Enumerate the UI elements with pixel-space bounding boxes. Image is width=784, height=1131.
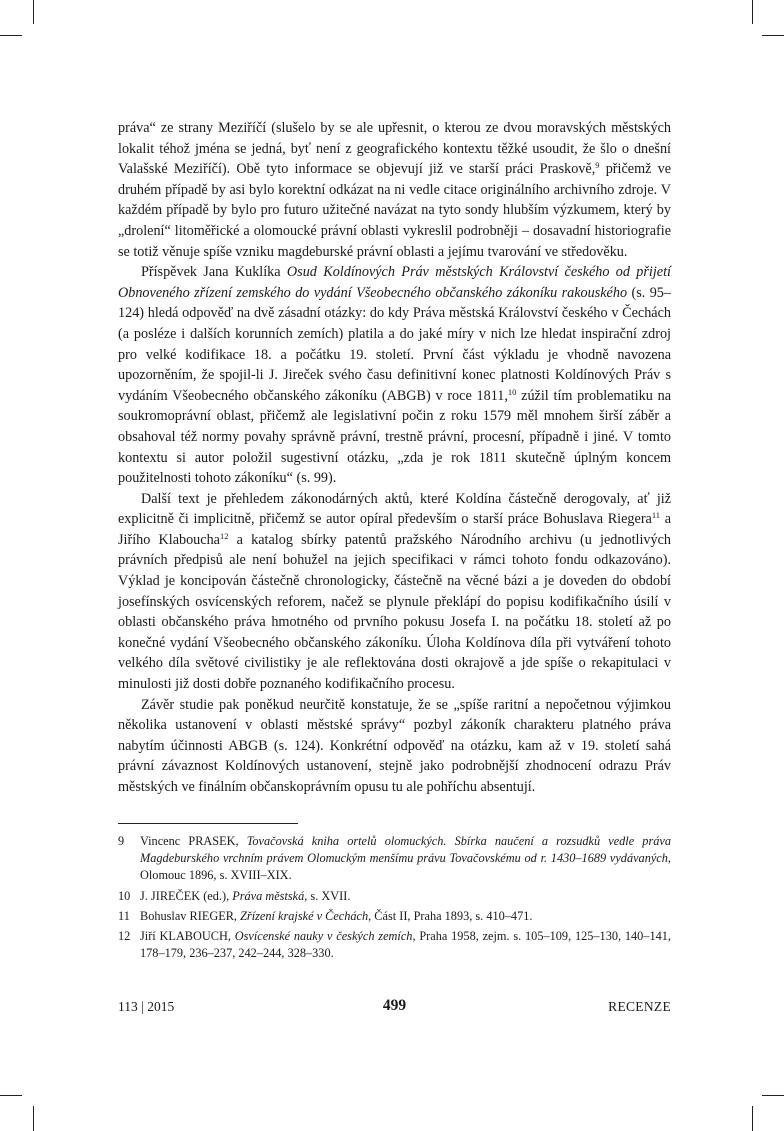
- footnote-item: [118, 908, 671, 925]
- footnote-italic-span: Osvícenské nauky v českých zemích: [234, 929, 413, 944]
- body-paragraph: [118, 489, 671, 695]
- paragraph-text-span: Příspěvek Jana Kuklíka: [141, 264, 287, 281]
- page-footer: [118, 997, 671, 1019]
- footnote-reference: 9: [595, 160, 600, 171]
- footnote-number: 9: [118, 834, 125, 848]
- footnote-text-span: , Část II, Praha 1893, s. 410–471.: [368, 908, 533, 923]
- footnote-number: 10: [118, 888, 131, 903]
- footnote-text-span: , s. XVII.: [304, 888, 351, 903]
- paragraph-text-span: (s. 95–124) hledá odpověď na dvě zásadní otázky: do kdy Práva městská Království českého v Čechách (a posléze i dalších korunních zemích) platila a do jaké míry v nich lze hledat inspirační zdroj pro velké kodifikace 18. a počátku 19. století. První část výkladu je vhodně navozena upozorněním, že spojil-li J. Jireček svého času definitivní konec platnosti Koldínových Práv s vydáním Všeobecného občanského zákoníku (ABGB) v roce 1811,: [118, 284, 671, 404]
- footnote-item: [118, 833, 671, 885]
- paragraph-text-span: přičemž ve druhém případě by asi bylo korektní odkázat na ni vedle citace originálního archivního zdroje. V každém případě by bylo pro futuro užitečné navázat na tyto sondy hlubším výzkumem, který by „drolení“ litoměřické a olomoucké právní oblasti vykreslil podrobněji – dosavadní historiografie se totiž věnuje spíše vzniku magdeburské právní oblasti a jejímu tvarování ve středověku.: [118, 161, 671, 260]
- footnote-number: 12: [118, 929, 131, 944]
- footnote-reference: 11: [651, 510, 661, 521]
- footer-section-label: RECENZE: [608, 999, 671, 1014]
- paragraph-text-span: zúžil tím problematiku na soukromoprávní oblast, přičemž ale legislativní počin z roku 1579 měl mnohem širší záběr a obsahoval též normy povahy správně právní, trestně právní, procesní, případně i jiné. V tomto kontextu si autor položil sugestivní otázku, „zda je rok 1811 skutečně úplným koncem použitelnosti tohoto zákoníku“ (s. 99).: [118, 387, 671, 487]
- crop-mark-top-left: [33, 0, 34, 24]
- crop-mark-top-right: [752, 0, 753, 24]
- footnote-item: [118, 888, 671, 905]
- crop-mark-left-lower: [0, 1095, 22, 1096]
- footnote-reference: 10: [507, 386, 517, 397]
- footnote-text-span: Bohuslav RIEGER,: [140, 908, 241, 923]
- footnote-italic-span: Tovačovská kniha ortelů olomuckých. Sbírka naučení a rozsudků vedle práva Magdeburského vrchním právem Olomuckým menšímu právu Tovačovskému od r. 1430–1689 vydávaných: [140, 834, 671, 866]
- footnote-text: [140, 928, 671, 962]
- crop-mark-bottom-right: [752, 1106, 753, 1131]
- footnote-text: [140, 833, 671, 885]
- body-paragraph: [118, 118, 671, 262]
- paragraph-italic-span: Osud Koldínových Práv městských Království českého od přijetí Obnoveného zřízení zemského do vydání Všeobecného občanského zákoníku rakouského: [118, 264, 671, 301]
- paragraph-text-span: a katalog sbírky patentů pražského Národního archivu (u jednotlivých právních předpisů ale není bohužel na jejich specifikaci v rámci tohoto fondu odkazováno). Výklad je koncipován částečně chronologicky, částečně na věcné bázi a je doveden do období josefínských osvícenských reforem, načež se plynule překlápí do popisu kodifikačního úsilí v oblasti občanského práva hmotného od prvního pokusu Josefa I. na počátku 18. století až po konečné vydání Všeobecného občanského zákoníku. Úloha Koldínova díla při vytváření tohoto velkého díla světové civilistiky je ale reflektována dosti okrajově a jde spíše o rekapitulaci v minulosti již dosti dobře poznaného kodifikačního procesu.: [118, 531, 671, 693]
- footer-issue-year: 113 | 2015: [118, 999, 175, 1014]
- footnote-number: 11: [118, 908, 130, 923]
- body-paragraph: [118, 695, 671, 798]
- footnote-text-span: , Praha 1958, zejm. s. 105–109, 125–130, 140–141, 178–179, 236–237, 242–244, 328–330.: [140, 929, 671, 961]
- footnote-text: [140, 888, 671, 905]
- footnote-italic-span: Zřízení krajské v Čechách: [240, 908, 369, 923]
- footnotes: [118, 833, 671, 965]
- paragraph-text-span: Závěr studie pak poněkud neurčitě konstatuje, že se „spíše raritní a nepočetnou výjimkou několika ustanovení v oblasti městské správy“ pozbyl zákoník charakteru platného práva nabytím účinnosti ABGB (s. 124). Konkrétní odpověď na otázku, kam až v 19. století sahá právní závaznost Koldínových ustanovení, stejně jako podrobnější zhodnocení odrazu Práv městských ve finálním občanskoprávním opusu tu ale pohříchu absentují.: [118, 696, 671, 795]
- crop-mark-bottom-left: [33, 1106, 34, 1131]
- footnote-text-span: Jiří KLABOUCH,: [140, 929, 235, 944]
- paragraph-text-span: a Jiřího Klabouchа: [118, 511, 671, 548]
- paragraph-text-span: práva“ ze strany Meziříčí (slušelo by se ale upřesnit, o kterou ze dvou moravských městských lokalit téhož jména se jedná, byť není z geografického kontextu těžké usoudit, že šlo o dnešní Valašské Meziříčí). Obě tyto informace se objevují již ve starší práci Praskově,: [118, 120, 671, 178]
- crop-mark-right-lower: [762, 1095, 784, 1096]
- page-number: 499: [382, 997, 407, 1014]
- footnote-italic-span: Práva městská: [232, 888, 305, 903]
- paragraph-text-span: Další text je přehledem zákonodárných aktů, které Koldína částečně derogovaly, ať již explicitně či implicitně, přičemž se autor opíral především o starší práce Bohuslava Riegera: [118, 490, 671, 528]
- footnote-item: [118, 928, 671, 962]
- footnote-text-span: Vincenc PRASEK,: [140, 834, 247, 848]
- body-paragraph: [118, 262, 671, 489]
- footnote-text-span: , Olomouc 1896, s. XVIII–XIX.: [140, 851, 671, 883]
- footnote-reference: 12: [219, 530, 229, 541]
- footnote-text: [140, 908, 671, 925]
- body-text: [118, 118, 671, 798]
- footnote-text-span: J. JIREČEK (ed.),: [140, 888, 233, 903]
- footnote-separator: [118, 823, 298, 824]
- crop-mark-right-upper: [762, 35, 784, 36]
- crop-mark-left-upper: [0, 35, 22, 36]
